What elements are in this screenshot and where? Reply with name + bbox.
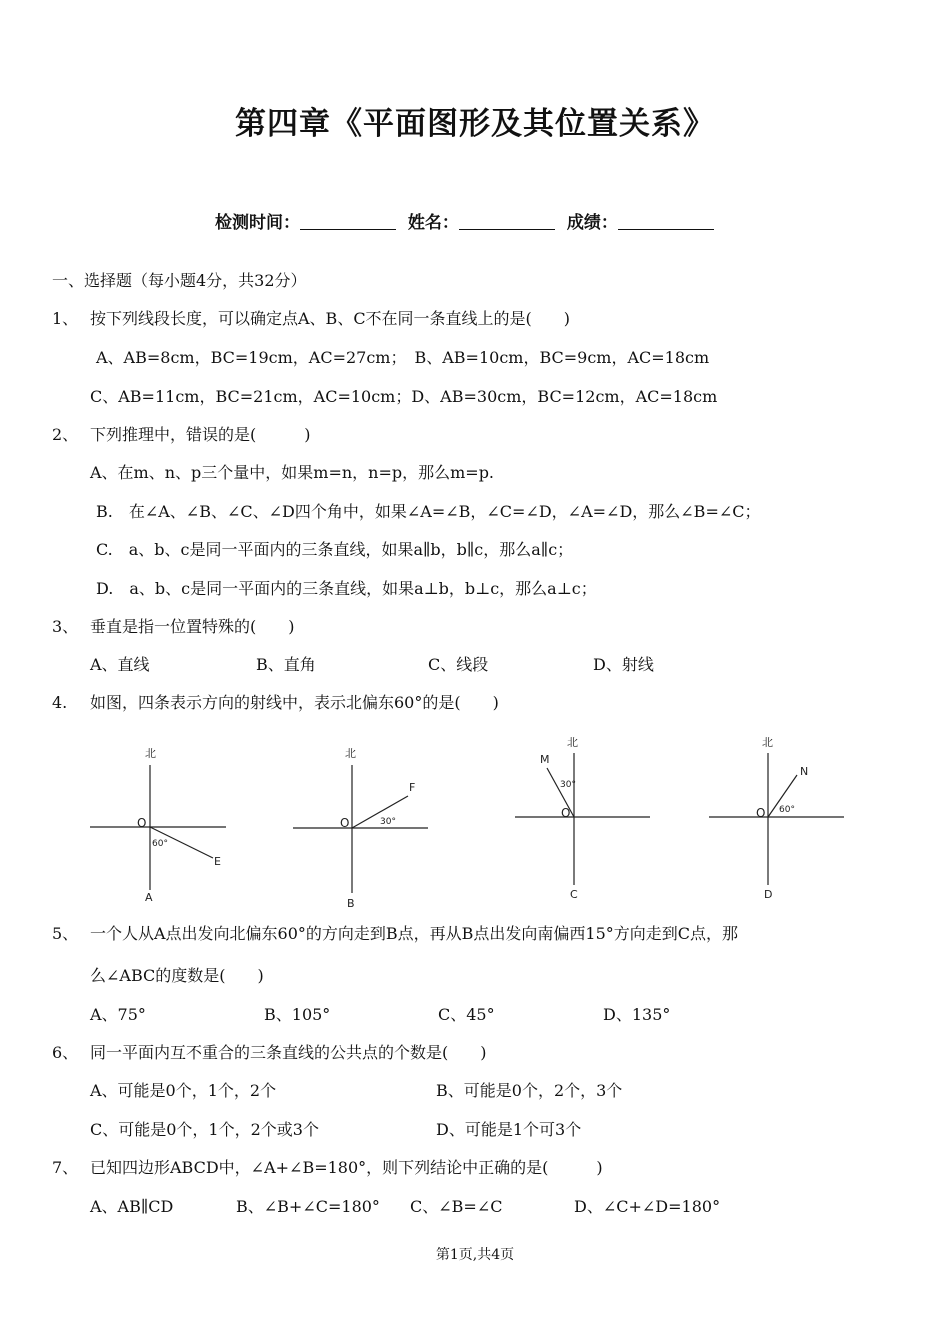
fig-c-north-label: 北 — [567, 736, 578, 749]
page-footer: 第1页,共4页 — [435, 1247, 515, 1263]
q2-option-a: A、在m、n、p三个量中，如果m=n，n=p，那么m=p. — [90, 463, 495, 482]
q5-stem-continued: 么∠ABC的度数是( ) — [90, 966, 264, 985]
q7-option-b: B、∠B+∠C=180° — [236, 1197, 380, 1216]
q5-option-d: D、135° — [603, 1005, 671, 1024]
fig-c-angle: 30° — [560, 780, 576, 790]
question-6 — [52, 1040, 487, 1063]
fig-a-north-label: 北 — [145, 747, 156, 760]
question-5 — [52, 921, 738, 944]
fig-a-angle: 60° — [152, 839, 168, 849]
page-title: 第四章《平面图形及其位置关系》 — [235, 106, 715, 142]
direction-figures — [0, 725, 950, 910]
fig-b-north-label: 北 — [345, 747, 356, 760]
name-label: 姓名： — [407, 213, 459, 233]
score-label: 成绩： — [566, 213, 618, 233]
fig-b-origin: O — [340, 816, 350, 830]
q7-option-c: C、∠B=∠C — [410, 1197, 503, 1216]
q3-option-b: B、直角 — [256, 655, 316, 674]
question-2 — [52, 422, 311, 445]
fig-d-caption: D — [764, 888, 773, 901]
q6-option-d: D、可能是1个可3个 — [436, 1120, 582, 1139]
q5-option-a: A、75° — [90, 1005, 146, 1024]
question-3 — [52, 614, 295, 637]
question-number: 4. — [52, 693, 68, 712]
q7-option-a: A、AB∥CD — [90, 1197, 174, 1216]
question-number: 6、 — [52, 1043, 79, 1062]
q3-option-a: A、直线 — [90, 655, 150, 674]
q1-options-line-2: C、AB=11cm，BC=21cm，AC=10cm；D、AB=30cm，BC=12cm，AC=18cm — [90, 387, 718, 406]
time-blank — [300, 213, 396, 230]
question-stem: 按下列线段长度，可以确定点A、B、C不在同一条直线上的是( ) — [90, 309, 571, 328]
q5-option-b: B、105° — [264, 1005, 331, 1024]
fig-d-angle: 60° — [779, 805, 795, 815]
question-stem: 一个人从A点出发向北偏东60°的方向走到B点，再从B点出发向南偏西15°方向走到C点，那 — [90, 924, 739, 943]
question-stem: 下列推理中，错误的是( ) — [90, 425, 311, 444]
fig-c-ray-label: M — [540, 753, 550, 766]
fig-a-ray-label: E — [214, 855, 221, 868]
fig-d-north-label: 北 — [762, 736, 773, 749]
question-7 — [52, 1155, 603, 1178]
q6-option-b: B、可能是0个，2个，3个 — [436, 1081, 623, 1100]
fig-d-ray-label: N — [800, 765, 809, 778]
question-number: 7、 — [52, 1158, 79, 1177]
question-number: 3、 — [52, 617, 79, 636]
question-stem: 同一平面内互不重合的三条直线的公共点的个数是( ) — [90, 1043, 487, 1062]
fig-b-angle: 30° — [380, 817, 396, 827]
section-heading: 一、选择题（每小题4分，共32分） — [52, 271, 307, 290]
fig-c-origin: O — [561, 806, 571, 820]
q6-option-c: C、可能是0个，1个，2个或3个 — [90, 1120, 319, 1139]
q2-option-b: B. 在∠A、∠B、∠C、∠D四个角中，如果∠A=∠B，∠C=∠D，∠A=∠D，那么∠B=∠C； — [96, 502, 761, 521]
fig-a-caption: A — [145, 891, 153, 904]
fig-b-ray-label: F — [409, 781, 416, 794]
q3-option-d: D、射线 — [593, 655, 654, 674]
fig-d-origin: O — [756, 806, 766, 820]
question-number: 1、 — [52, 309, 79, 328]
fig-c-caption: C — [570, 888, 578, 901]
question-stem: 如图，四条表示方向的射线中，表示北偏东60°的是( ) — [90, 693, 499, 712]
info-line — [215, 208, 720, 233]
score-blank — [618, 213, 714, 230]
q6-option-a: A、可能是0个，1个，2个 — [90, 1081, 277, 1100]
question-4 — [52, 690, 499, 713]
time-label: 检测时间： — [215, 213, 300, 233]
question-stem: 已知四边形ABCD中，∠A+∠B=180°，则下列结论中正确的是( ) — [90, 1158, 603, 1177]
question-number: 2、 — [52, 425, 79, 444]
q1-options-line-1: A、AB=8cm，BC=19cm，AC=27cm； B、AB=10cm，BC=9cm，AC=18cm — [96, 348, 710, 367]
q3-option-c: C、线段 — [428, 655, 489, 674]
name-blank — [459, 213, 555, 230]
q2-option-c: C. a、b、c是同一平面内的三条直线，如果a∥b，b∥c，那么a∥c； — [96, 540, 574, 559]
question-1 — [52, 306, 570, 329]
question-number: 5、 — [52, 924, 79, 943]
q7-option-d: D、∠C+∠D=180° — [574, 1197, 721, 1216]
fig-a-origin: O — [137, 816, 147, 830]
q2-option-d: D. a、b、c是同一平面内的三条直线，如果a⊥b，b⊥c，那么a⊥c； — [96, 579, 597, 598]
question-stem: 垂直是指一位置特殊的( ) — [90, 617, 295, 636]
fig-b-caption: B — [347, 897, 355, 910]
q5-option-c: C、45° — [438, 1005, 495, 1024]
